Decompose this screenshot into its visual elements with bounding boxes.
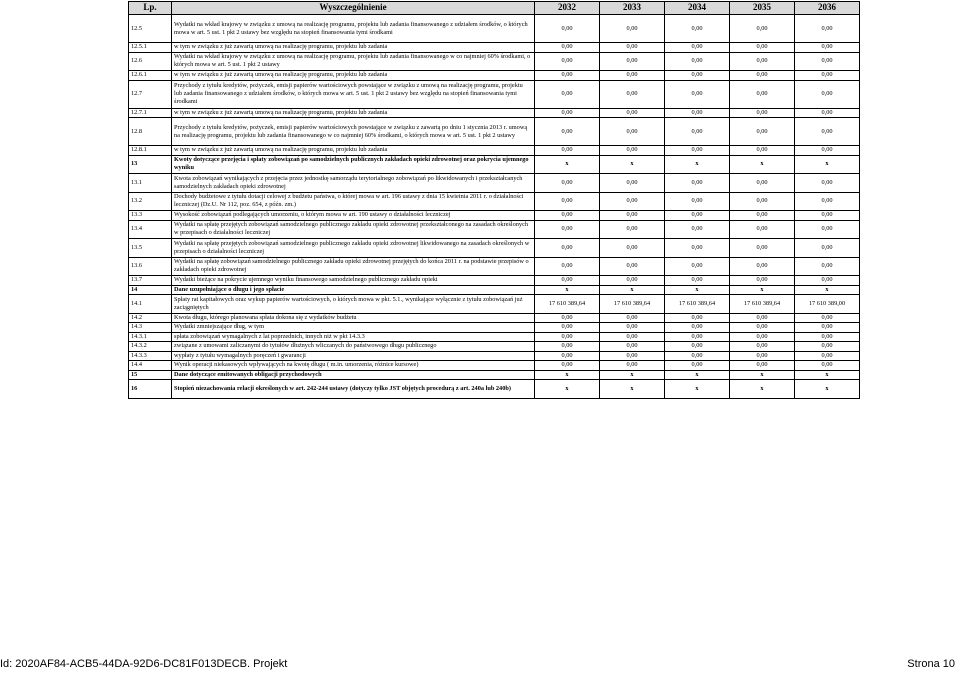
row-value: 0,00 xyxy=(665,15,730,43)
row-value: 0,00 xyxy=(730,361,795,371)
table-row xyxy=(129,239,860,258)
row-value: 0,00 xyxy=(795,313,860,323)
row-value: 0,00 xyxy=(600,257,665,276)
row-value: 0,00 xyxy=(730,276,795,286)
row-value: x xyxy=(535,155,600,174)
row-value: x xyxy=(600,155,665,174)
row-value: x xyxy=(665,380,730,399)
header-description: Wyszczególnienie xyxy=(172,2,535,15)
row-value: 0,00 xyxy=(665,351,730,361)
row-value: 17 610 389,64 xyxy=(730,295,795,314)
row-value: 17 610 389,64 xyxy=(600,295,665,314)
row-lp: 12.7.1 xyxy=(129,108,172,118)
table-row xyxy=(129,108,860,118)
row-description: Wydatki na spłatę zobowiązań samodzielnego publicznego zakładu opieki zdrowotnej przejętych do końca 2011 r. na podstawie przepisów o zakładach opieki zdrowotnej xyxy=(172,257,535,276)
row-lp: 12.5 xyxy=(129,15,172,43)
row-value: 0,00 xyxy=(730,52,795,71)
row-value: 0,00 xyxy=(600,174,665,193)
row-value: 0,00 xyxy=(795,351,860,361)
row-value: x xyxy=(730,370,795,380)
row-lp: 12.6 xyxy=(129,52,172,71)
document-page xyxy=(128,1,860,399)
row-lp: 13.6 xyxy=(129,257,172,276)
row-lp: 14.3.3 xyxy=(129,351,172,361)
row-value: 0,00 xyxy=(665,276,730,286)
row-value: 0,00 xyxy=(600,276,665,286)
row-value: 17 610 389,64 xyxy=(535,295,600,314)
row-value: x xyxy=(535,370,600,380)
table-row xyxy=(129,220,860,239)
row-value: x xyxy=(665,155,730,174)
page-number: Strona 10 xyxy=(907,658,955,670)
row-value: 0,00 xyxy=(795,323,860,333)
row-value: 0,00 xyxy=(730,146,795,156)
row-value: 0,00 xyxy=(795,276,860,286)
table-row xyxy=(129,295,860,314)
row-lp: 13.3 xyxy=(129,211,172,221)
row-value: 0,00 xyxy=(535,211,600,221)
row-description: w tym w związku z już zawartą umową na realizację programu, projektu lub zadania xyxy=(172,43,535,53)
row-value: 0,00 xyxy=(730,323,795,333)
row-value: 0,00 xyxy=(730,192,795,211)
row-value: 0,00 xyxy=(535,174,600,193)
table-row xyxy=(129,118,860,146)
row-value: x xyxy=(795,155,860,174)
header-year: 2032 xyxy=(535,2,600,15)
row-value: 0,00 xyxy=(730,351,795,361)
row-description: Kwoty dotyczące przejęcia i spłaty zobowiązań po samodzielnych publicznych zakładach opieki zdrowotnej oraz pokrycia ujemnego wyniku xyxy=(172,155,535,174)
table-row xyxy=(129,43,860,53)
row-value: x xyxy=(730,155,795,174)
row-lp: 14.3.2 xyxy=(129,342,172,352)
row-value: x xyxy=(535,380,600,399)
row-value: 0,00 xyxy=(600,239,665,258)
row-value: 0,00 xyxy=(795,220,860,239)
table-row xyxy=(129,276,860,286)
table-row xyxy=(129,155,860,174)
row-value: 0,00 xyxy=(795,15,860,43)
row-description: Kwota długu, którego planowana spłata dokona się z wydatków budżetu xyxy=(172,313,535,323)
row-value: x xyxy=(535,285,600,295)
row-value: x xyxy=(795,285,860,295)
row-value: 0,00 xyxy=(795,146,860,156)
row-value: 0,00 xyxy=(665,220,730,239)
row-value: 0,00 xyxy=(795,361,860,371)
table-header-row xyxy=(129,2,860,15)
row-description: Wydatki na spłatę przejętych zobowiązań samodzielnego publicznego zakładu opieki zdrowotnej likwidowanego na zasadach określonych w przepisach o działalności leczniczej xyxy=(172,239,535,258)
row-lp: 13 xyxy=(129,155,172,174)
row-value: 0,00 xyxy=(730,220,795,239)
row-value: 0,00 xyxy=(795,257,860,276)
row-value: 0,00 xyxy=(730,342,795,352)
row-lp: 13.2 xyxy=(129,192,172,211)
row-lp: 16 xyxy=(129,380,172,399)
row-value: 0,00 xyxy=(795,118,860,146)
row-value: 0,00 xyxy=(665,313,730,323)
row-value: 0,00 xyxy=(600,323,665,333)
row-description: Dane dotyczące emitowanych obligacji przychodowych xyxy=(172,370,535,380)
row-value: 0,00 xyxy=(795,108,860,118)
row-value: 0,00 xyxy=(730,239,795,258)
header-year: 2034 xyxy=(665,2,730,15)
row-value: x xyxy=(600,380,665,399)
table-row xyxy=(129,323,860,333)
row-value: 0,00 xyxy=(535,239,600,258)
row-value: 0,00 xyxy=(535,15,600,43)
row-value: 0,00 xyxy=(795,174,860,193)
row-value: x xyxy=(665,285,730,295)
row-lp: 14.1 xyxy=(129,295,172,314)
row-value: x xyxy=(795,370,860,380)
row-value: 0,00 xyxy=(535,192,600,211)
row-value: 0,00 xyxy=(600,192,665,211)
table-row xyxy=(129,257,860,276)
row-lp: 15 xyxy=(129,370,172,380)
row-value: 0,00 xyxy=(535,146,600,156)
row-description: Wydatki na spłatę przejętych zobowiązań samodzielnego publicznego zakładu opieki zdrowotnej przekształconego na zasadach określonych w przepisach o działalności leczniczej xyxy=(172,220,535,239)
row-value: 0,00 xyxy=(730,71,795,81)
header-lp: Lp. xyxy=(129,2,172,15)
table-row xyxy=(129,313,860,323)
row-value: 0,00 xyxy=(795,239,860,258)
row-value: 0,00 xyxy=(600,332,665,342)
row-value: 0,00 xyxy=(665,80,730,108)
row-value: 0,00 xyxy=(730,43,795,53)
row-value: 0,00 xyxy=(535,80,600,108)
row-value: 0,00 xyxy=(665,361,730,371)
row-value: 0,00 xyxy=(600,108,665,118)
row-value: 0,00 xyxy=(600,71,665,81)
row-value: 0,00 xyxy=(730,15,795,43)
row-value: 0,00 xyxy=(600,313,665,323)
table-row xyxy=(129,80,860,108)
row-value: 0,00 xyxy=(535,108,600,118)
table-row xyxy=(129,370,860,380)
row-value: 0,00 xyxy=(665,118,730,146)
table-row xyxy=(129,342,860,352)
row-value: 0,00 xyxy=(535,313,600,323)
row-value: 0,00 xyxy=(665,332,730,342)
row-value: 0,00 xyxy=(535,220,600,239)
row-value: 0,00 xyxy=(535,323,600,333)
row-value: 0,00 xyxy=(600,118,665,146)
table-row xyxy=(129,380,860,399)
row-lp: 12.7 xyxy=(129,80,172,108)
table-row xyxy=(129,285,860,295)
row-value: 0,00 xyxy=(665,146,730,156)
row-value: 0,00 xyxy=(600,80,665,108)
row-description: Dane uzupełniające o długu i jego spłacie xyxy=(172,285,535,295)
row-lp: 12.8.1 xyxy=(129,146,172,156)
row-value: 0,00 xyxy=(795,332,860,342)
row-value: 0,00 xyxy=(600,211,665,221)
table-row xyxy=(129,351,860,361)
row-value: 0,00 xyxy=(795,342,860,352)
header-year: 2035 xyxy=(730,2,795,15)
header-year: 2036 xyxy=(795,2,860,15)
row-value: 0,00 xyxy=(600,15,665,43)
row-value: 0,00 xyxy=(665,323,730,333)
row-lp: 14.4 xyxy=(129,361,172,371)
row-value: x xyxy=(600,370,665,380)
row-value: 0,00 xyxy=(665,239,730,258)
table-row xyxy=(129,146,860,156)
row-value: 0,00 xyxy=(665,211,730,221)
row-description: Wynik operacji niekasowych wpływających na kwotę długu ( m.in. umorzenia, różnice kursowe) xyxy=(172,361,535,371)
row-value: 0,00 xyxy=(665,52,730,71)
row-description: Dochody budżetowe z tytułu dotacji celowej z budżetu państwa, o której mowa w art. 196 ustawy z dnia 15 kwietnia 2011 r. o działalności leczniczej (Dz.U. Nr 112, poz. 654, z późn. zm.) xyxy=(172,192,535,211)
row-lp: 14 xyxy=(129,285,172,295)
table-row xyxy=(129,174,860,193)
row-value: 0,00 xyxy=(730,313,795,323)
row-value: 0,00 xyxy=(730,174,795,193)
header-year: 2033 xyxy=(600,2,665,15)
row-value: 0,00 xyxy=(535,332,600,342)
row-value: 0,00 xyxy=(665,257,730,276)
row-lp: 12.5.1 xyxy=(129,43,172,53)
row-value: 0,00 xyxy=(795,192,860,211)
row-value: 0,00 xyxy=(665,342,730,352)
row-value: 0,00 xyxy=(535,361,600,371)
table-row xyxy=(129,15,860,43)
row-value: 0,00 xyxy=(600,361,665,371)
row-value: x xyxy=(600,285,665,295)
row-value: 0,00 xyxy=(665,71,730,81)
row-value: 0,00 xyxy=(795,52,860,71)
row-description: w tym w związku z już zawartą umową na realizację programu, projektu lub zadania xyxy=(172,71,535,81)
row-description: związane z umowami zaliczanymi do tytułów dłużnych wliczanych do państwowego długu publicznego xyxy=(172,342,535,352)
row-value: 0,00 xyxy=(535,351,600,361)
row-value: x xyxy=(795,380,860,399)
row-description: Stopień niezachowania relacji określonych w art. 242-244 ustawy (dotyczy tylko JST objętych procedurą z art. 240a lub 240b) xyxy=(172,380,535,399)
row-value: 0,00 xyxy=(600,342,665,352)
row-description: w tym w związku z już zawartą umową na realizację programu, projektu lub zadania xyxy=(172,146,535,156)
row-lp: 12.8 xyxy=(129,118,172,146)
row-value: 0,00 xyxy=(730,211,795,221)
row-description: spłata zobowiązań wymagalnych z lat poprzednich, innych niż w pkt 14.3.3 xyxy=(172,332,535,342)
row-description: Przychody z tytułu kredytów, pożyczek, emisji papierów wartościowych powstające w związku z zawartą po dniu 1 stycznia 2013 r. umową na realizację programu, projektu lub zadania finansowanego w co najmniej 60% środkami, o których mowa w art. 5 ust. 1 pkt 2 ustawy xyxy=(172,118,535,146)
table-row xyxy=(129,52,860,71)
row-value: 17 610 389,64 xyxy=(665,295,730,314)
row-lp: 13.1 xyxy=(129,174,172,193)
row-lp: 14.3 xyxy=(129,323,172,333)
row-value: 0,00 xyxy=(600,43,665,53)
row-description: Kwota zobowiązań wynikających z przejęcia przez jednostkę samorządu terytorialnego zobowiązań po likwidowanych i przekształcanych samodzielnych zakładach opieki zdrowotnej xyxy=(172,174,535,193)
row-description: Spłaty rat kapitałowych oraz wykup papierów wartościowych, o których mowa w pkt. 5.1., wynikające wyłącznie z tytułu zobowiązań już zaciągniętych xyxy=(172,295,535,314)
table-row xyxy=(129,71,860,81)
row-lp: 14.2 xyxy=(129,313,172,323)
table-body xyxy=(129,15,860,399)
row-lp: 13.5 xyxy=(129,239,172,258)
row-value: 0,00 xyxy=(600,351,665,361)
row-value: 17 610 389,00 xyxy=(795,295,860,314)
row-lp: 13.7 xyxy=(129,276,172,286)
row-value: 0,00 xyxy=(665,43,730,53)
row-description: Wydatki bieżące na pokrycie ujemnego wyniku finansowego samodzielnego publicznego zakładu opieki xyxy=(172,276,535,286)
row-value: 0,00 xyxy=(665,174,730,193)
row-value: 0,00 xyxy=(730,332,795,342)
row-description: wypłaty z tytułu wymagalnych poręczeń i gwarancji xyxy=(172,351,535,361)
row-value: 0,00 xyxy=(600,220,665,239)
document-id-footer: Id: 2020AF84-ACB5-44DA-92D6-DC81F013DECB. Projekt xyxy=(0,658,288,670)
row-value: 0,00 xyxy=(730,108,795,118)
row-lp: 13.4 xyxy=(129,220,172,239)
row-value: 0,00 xyxy=(535,257,600,276)
row-description: Wydatki na wkład krajowy w związku z umową na realizację programu, projektu lub zadania finansowanego z udziałem środków, o których mowa w art. 5 ust. 1 pkt 2 ustawy bez względu na stopień finansowania tymi środkami xyxy=(172,15,535,43)
row-value: 0,00 xyxy=(535,43,600,53)
row-lp: 14.3.1 xyxy=(129,332,172,342)
row-description: Przychody z tytułu kredytów, pożyczek, emisji papierów wartościowych powstające w związku z umową na realizację programu, projektu lub zadania finansowanego z udziałem środków, o których mowa w art. 5 ust. 1 pkt 2 ustawy bez względu na stopień finansowania tymi środkami xyxy=(172,80,535,108)
row-value: 0,00 xyxy=(535,118,600,146)
table-row xyxy=(129,332,860,342)
row-value: 0,00 xyxy=(600,52,665,71)
table-row xyxy=(129,211,860,221)
row-value: 0,00 xyxy=(795,43,860,53)
row-description: Wysokość zobowiązań podlegających umorzeniu, o którym mowa w art. 190 ustawy o działalności leczniczej xyxy=(172,211,535,221)
row-value: 0,00 xyxy=(730,118,795,146)
row-description: w tym w związku z już zawartą umową na realizację programu, projektu lub zadania xyxy=(172,108,535,118)
row-value: x xyxy=(730,380,795,399)
row-value: 0,00 xyxy=(795,211,860,221)
row-value: 0,00 xyxy=(795,71,860,81)
row-value: 0,00 xyxy=(795,80,860,108)
row-lp: 12.6.1 xyxy=(129,71,172,81)
row-value: 0,00 xyxy=(730,80,795,108)
row-value: 0,00 xyxy=(535,52,600,71)
row-value: 0,00 xyxy=(535,342,600,352)
row-value: 0,00 xyxy=(665,192,730,211)
row-value: 0,00 xyxy=(600,146,665,156)
financial-forecast-table xyxy=(128,1,860,399)
row-description: Wydatki zmniejszające dług, w tym xyxy=(172,323,535,333)
row-value: x xyxy=(730,285,795,295)
table-row xyxy=(129,361,860,371)
row-value: 0,00 xyxy=(535,71,600,81)
row-value: 0,00 xyxy=(730,257,795,276)
row-value: x xyxy=(665,370,730,380)
row-description: Wydatki na wkład krajowy w związku z umową na realizację programu, projektu lub zadania finansowanego w co najmniej 60% środkami, o których mowa w art. 5 ust. 1 pkt 2 ustawy xyxy=(172,52,535,71)
row-value: 0,00 xyxy=(665,108,730,118)
row-value: 0,00 xyxy=(535,276,600,286)
table-row xyxy=(129,192,860,211)
